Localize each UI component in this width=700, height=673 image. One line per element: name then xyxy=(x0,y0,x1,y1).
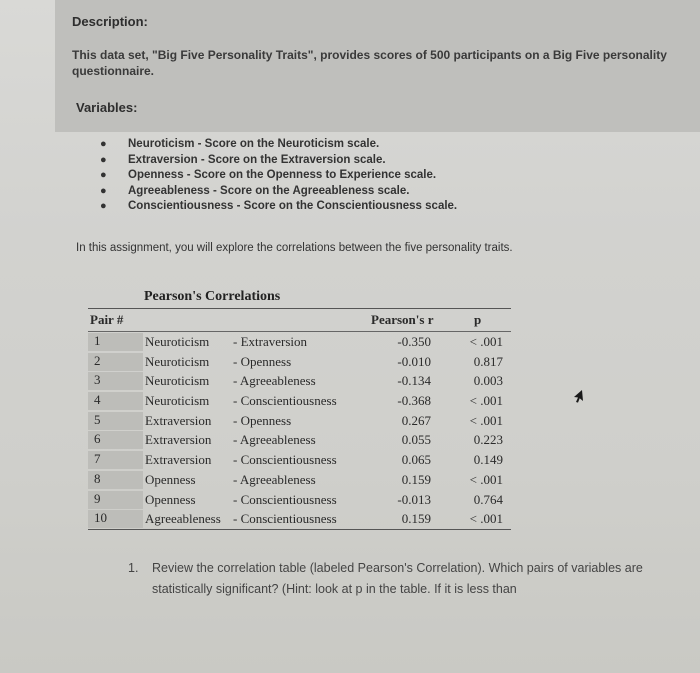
table-body xyxy=(88,332,511,529)
pearson-r-cell: 0.159 xyxy=(401,511,431,527)
assignment-text: In this assignment, you will explore the correlations between the five personality traits. xyxy=(76,242,513,254)
var1-cell: Agreeableness xyxy=(145,511,221,527)
table-title: Pearson's Correlations xyxy=(144,289,281,304)
bullet-icon: ● xyxy=(100,200,107,212)
p-value-cell: < .001 xyxy=(469,511,503,527)
pearson-r-cell: -0.013 xyxy=(397,491,431,507)
question-text: Review the correlation table (labeled Pearson's Correlation). Which pairs of variables are statistically significant? (Hint: look at p in the table. If it is less than xyxy=(152,561,643,596)
question-number: 1. xyxy=(128,561,139,575)
var2-cell: - Conscientiousness xyxy=(233,491,337,507)
pearson-r-cell: 0.267 xyxy=(401,412,431,428)
pearson-r-cell: -0.350 xyxy=(397,334,431,349)
table-row xyxy=(88,371,511,391)
p-value-cell: < .001 xyxy=(469,334,503,349)
pearson-r-cell: -0.010 xyxy=(397,353,431,369)
pearson-r-cell: -0.368 xyxy=(397,393,431,409)
table-header xyxy=(88,308,511,332)
var1-cell: Openness xyxy=(145,471,196,487)
pair-number: 2 xyxy=(88,353,143,371)
bullet-icon: ● xyxy=(100,153,107,166)
header-pair: Pair # xyxy=(90,312,124,327)
list-item: ● Conscientiousness - Score on the Conscientiousness scale. xyxy=(100,199,457,215)
bullet-icon: ● xyxy=(100,138,107,150)
table-row xyxy=(88,430,511,450)
bullet-icon: ● xyxy=(100,169,107,181)
table-row xyxy=(88,450,511,470)
pair-number: 8 xyxy=(88,471,143,489)
pair-number: 6 xyxy=(88,431,143,449)
var1-cell: Neuroticism xyxy=(145,353,210,369)
p-value-cell: 0.003 xyxy=(473,373,503,389)
table-row xyxy=(88,490,511,510)
variables-list xyxy=(100,137,457,215)
variables-heading: Variables: xyxy=(76,100,138,115)
bullet-icon: ● xyxy=(100,184,107,197)
p-value-cell: < .001 xyxy=(469,412,503,428)
pair-number: 3 xyxy=(88,372,143,390)
pearson-r-cell: 0.065 xyxy=(401,452,431,468)
var2-cell: - Agreeableness xyxy=(233,432,316,448)
p-value-cell: 0.764 xyxy=(473,491,503,507)
list-item: ● Openness - Score on the Openness to Experience scale. xyxy=(100,168,457,184)
pair-number: 9 xyxy=(88,491,143,509)
list-item: ● Extraversion - Score on the Extraversion scale. xyxy=(100,153,457,169)
var1-cell: Extraversion xyxy=(145,452,212,468)
pair-number: 7 xyxy=(88,451,143,469)
var2-cell: - Openness xyxy=(233,353,292,369)
var1-cell: Extraversion xyxy=(145,432,212,448)
table-row xyxy=(88,352,511,372)
table-row xyxy=(88,411,511,431)
table-bottom-rule xyxy=(88,529,511,530)
p-value-cell: 0.223 xyxy=(473,432,503,448)
pearson-r-cell: 0.159 xyxy=(401,471,431,487)
var2-cell: - Extraversion xyxy=(233,334,308,349)
p-value-cell: < .001 xyxy=(469,471,503,487)
header-pearson-r: Pearson's r xyxy=(371,312,434,327)
p-value-cell: 0.149 xyxy=(473,452,503,468)
var1-cell: Extraversion xyxy=(145,412,212,428)
pearson-r-cell: 0.055 xyxy=(401,432,431,448)
table-row xyxy=(88,332,511,352)
var1-cell: Neuroticism xyxy=(145,373,210,389)
mouse-cursor-icon xyxy=(570,388,586,404)
description-heading: Description: xyxy=(72,14,148,29)
var1-cell: Openness xyxy=(145,491,196,507)
var2-cell: - Conscientiousness xyxy=(233,393,337,409)
pair-number: 1 xyxy=(88,333,143,351)
table-row xyxy=(88,509,511,529)
question-1 xyxy=(128,558,688,600)
p-value-cell: < .001 xyxy=(469,393,503,409)
var1-cell: Neuroticism xyxy=(145,334,210,349)
var2-cell: - Conscientiousness xyxy=(233,511,337,527)
var1-cell: Neuroticism xyxy=(145,393,210,409)
description-text: This data set, "Big Five Personality Traits", provides scores of 500 participants on a Big Five personality questionnaire. xyxy=(72,48,667,78)
table-row xyxy=(88,391,511,411)
header-p: p xyxy=(474,312,482,327)
var2-cell: - Openness xyxy=(233,412,292,428)
pair-number: 5 xyxy=(88,412,143,430)
var2-cell: - Conscientiousness xyxy=(233,452,337,468)
list-item: ● Neuroticism - Score on the Neuroticism scale. xyxy=(100,137,457,153)
pearson-r-cell: -0.134 xyxy=(397,373,431,389)
correlations-table xyxy=(88,308,511,530)
list-item: ● Agreeableness - Score on the Agreeableness scale. xyxy=(100,184,457,200)
pair-number: 10 xyxy=(88,510,143,528)
p-value-cell: 0.817 xyxy=(473,353,503,369)
var2-cell: - Agreeableness xyxy=(233,471,316,487)
var2-cell: - Agreeableness xyxy=(233,373,316,389)
pair-number: 4 xyxy=(88,392,143,410)
table-row xyxy=(88,470,511,490)
